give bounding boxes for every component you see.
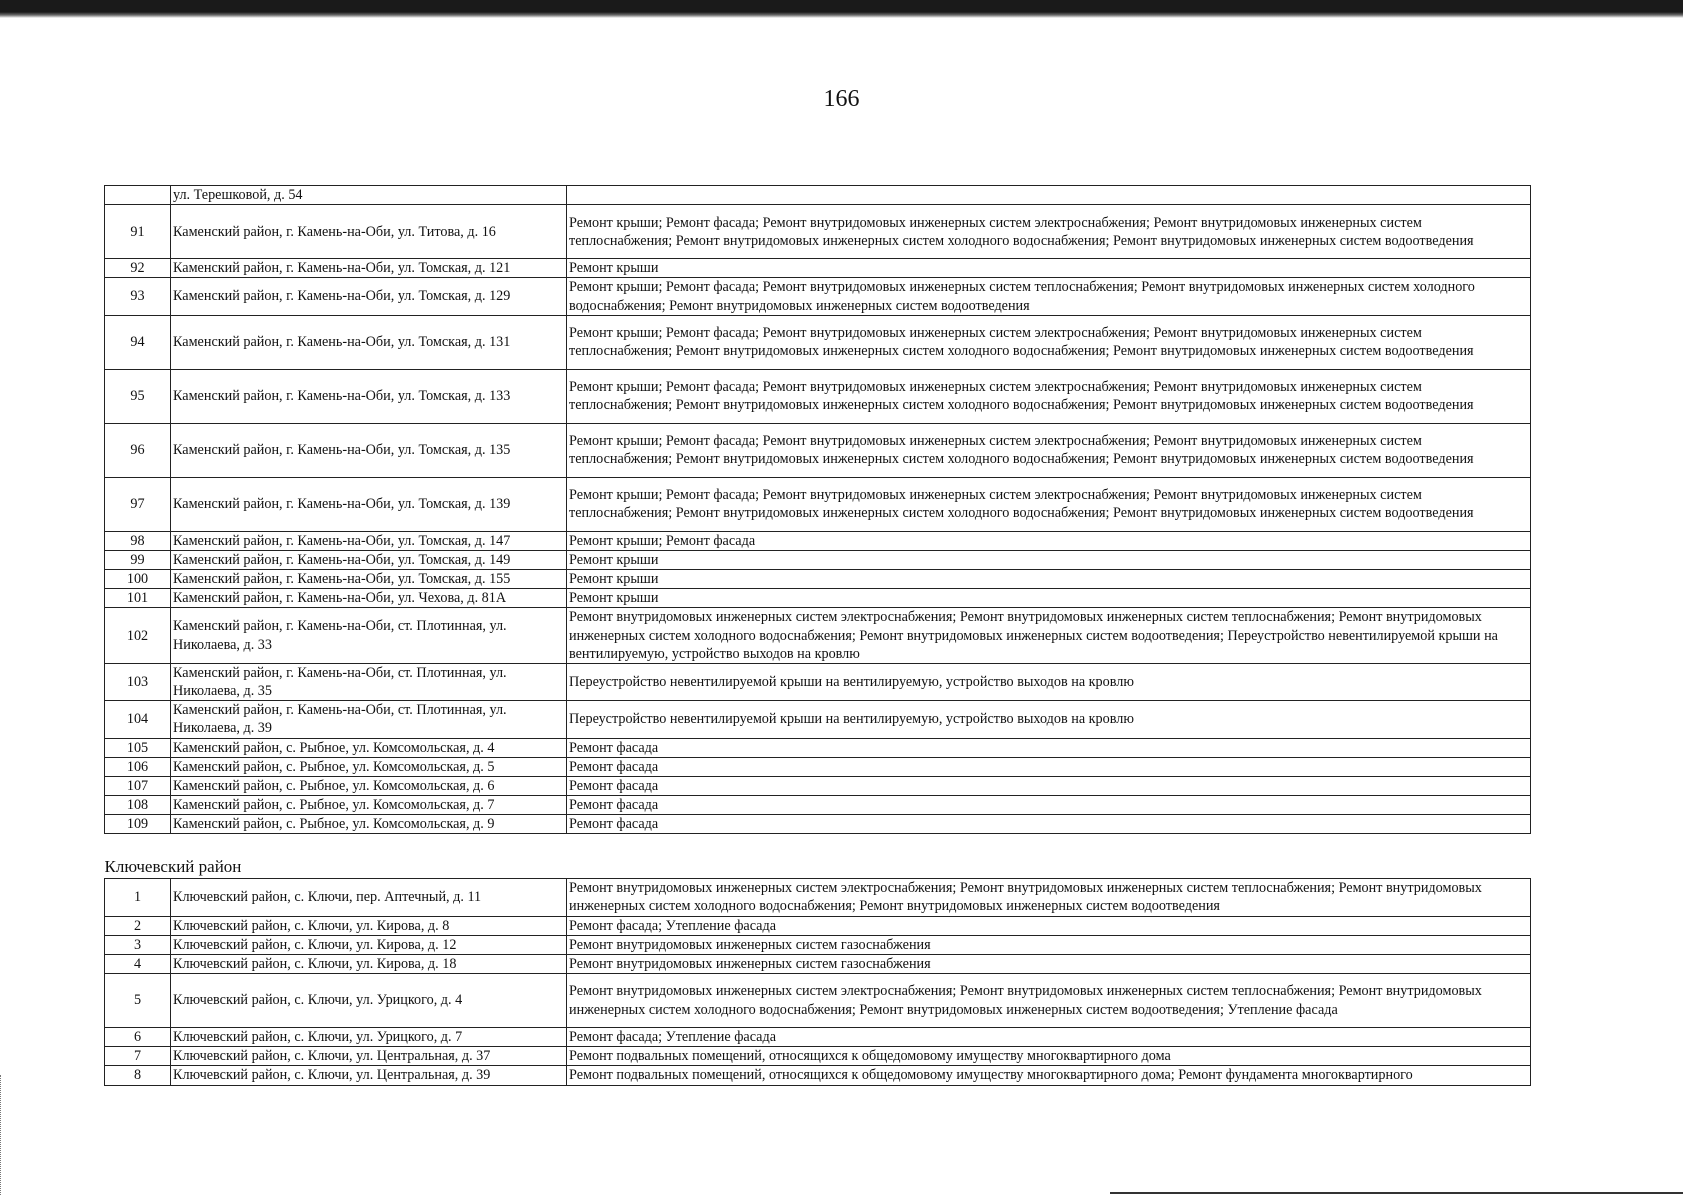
table-row: [105, 879, 1531, 916]
table-row: [105, 315, 1531, 369]
row-number: 7: [105, 1047, 171, 1066]
table-row: [105, 954, 1531, 973]
row-number: 93: [105, 278, 171, 315]
page-number: 166: [823, 86, 860, 112]
row-number: 2: [105, 916, 171, 935]
row-address: Каменский район, с. Рыбное, ул. Комсомольская, д. 5: [171, 757, 567, 776]
row-work: [567, 186, 1531, 205]
row-address: Ключевский район, с. Ключи, ул. Урицкого, д. 7: [171, 1028, 567, 1047]
row-number: 109: [105, 815, 171, 834]
table-row: [105, 815, 1531, 834]
scan-bottom-line: [1110, 1192, 1683, 1194]
table-row: [105, 531, 1531, 550]
table-row: [105, 477, 1531, 531]
table-row: [105, 796, 1531, 815]
row-address: Каменский район, г. Камень-на-Оби, ул. Томская, д. 135: [171, 423, 567, 477]
row-work: Ремонт крыши: [567, 550, 1531, 569]
table-row: [105, 608, 1531, 664]
table-row: [105, 935, 1531, 954]
row-work: Ремонт фасада: [567, 815, 1531, 834]
row-work: Ремонт фасада: [567, 757, 1531, 776]
row-number: 95: [105, 369, 171, 423]
row-number: 1: [105, 879, 171, 916]
table-row: [105, 570, 1531, 589]
table-row: [105, 1028, 1531, 1047]
district-title: Ключевский район: [105, 854, 1531, 878]
table-row: [105, 369, 1531, 423]
table-row: [105, 776, 1531, 795]
table-row: [105, 205, 1531, 259]
row-number: 94: [105, 315, 171, 369]
row-number: 105: [105, 738, 171, 757]
row-work: Ремонт подвальных помещений, относящихся к общедомовому имуществу многоквартирного дома: [567, 1047, 1531, 1066]
row-number: 92: [105, 259, 171, 278]
row-work: Переустройство невентилируемой крыши на вентилируемую, устройство выходов на кровлю: [567, 701, 1531, 738]
row-number: 101: [105, 589, 171, 608]
row-number: 100: [105, 570, 171, 589]
row-address: Ключевский район, с. Ключи, ул. Центральная, д. 39: [171, 1066, 567, 1085]
row-work: Ремонт фасада: [567, 738, 1531, 757]
row-work: Ремонт внутридомовых инженерных систем газоснабжения: [567, 954, 1531, 973]
row-work: Ремонт крыши: [567, 570, 1531, 589]
table-row: [105, 186, 1531, 205]
table-row: [105, 974, 1531, 1028]
table-row: [105, 589, 1531, 608]
table-row: [105, 550, 1531, 569]
row-address: Ключевский район, с. Ключи, ул. Центральная, д. 37: [171, 1047, 567, 1066]
row-address: Ключевский район, с. Ключи, ул. Урицкого, д. 4: [171, 974, 567, 1028]
row-number: 97: [105, 477, 171, 531]
row-work: Ремонт фасада: [567, 796, 1531, 815]
row-number: 91: [105, 205, 171, 259]
row-number: 8: [105, 1066, 171, 1085]
row-address: Каменский район, г. Камень-на-Оби, ул. Томская, д. 129: [171, 278, 567, 315]
table-row: [105, 259, 1531, 278]
table-row: [105, 278, 1531, 315]
row-address: Ключевский район, с. Ключи, пер. Аптечный, д. 11: [171, 879, 567, 916]
row-work: Ремонт крыши; Ремонт фасада; Ремонт внутридомовых инженерных систем теплоснабжения; Ремонт внутридомовых инженерных систем холодного водоснабжения; Ремонт внутридомовых инженерных систем водоотведения: [567, 278, 1531, 315]
row-number: 96: [105, 423, 171, 477]
row-number: 107: [105, 776, 171, 795]
row-number: 99: [105, 550, 171, 569]
row-address: Каменский район, г. Камень-на-Оби, ул. Томская, д. 147: [171, 531, 567, 550]
row-work: Ремонт крыши; Ремонт фасада; Ремонт внутридомовых инженерных систем электроснабжения; Ремонт внутридомовых инженерных систем теплоснабжения; Ремонт внутридомовых инженерных систем холодного водоснабжения; Ремонт внутридомовых инженерных систем водоотведения: [567, 423, 1531, 477]
row-number: 6: [105, 1028, 171, 1047]
row-work: Ремонт внутридомовых инженерных систем газоснабжения: [567, 935, 1531, 954]
row-work: Ремонт фасада: [567, 776, 1531, 795]
row-address: Каменский район, г. Камень-на-Оби, ст. Плотинная, ул. Николаева, д. 35: [171, 663, 567, 700]
district-section-header: [105, 854, 1531, 878]
row-address: Каменский район, г. Камень-на-Оби, ул. Томская, д. 133: [171, 369, 567, 423]
row-work: Ремонт внутридомовых инженерных систем электроснабжения; Ремонт внутридомовых инженерных систем теплоснабжения; Ремонт внутридомовых инженерных систем холодного водоснабжения; Ремонт внутридомовых инженерных систем водоотведения; Утепление фасада: [567, 974, 1531, 1028]
table-row: [105, 423, 1531, 477]
row-number: 4: [105, 954, 171, 973]
row-address: Каменский район, г. Камень-на-Оби, ст. Плотинная, ул. Николаева, д. 39: [171, 701, 567, 738]
row-number: 5: [105, 974, 171, 1028]
table-row: [105, 701, 1531, 738]
row-address: Ключевский район, с. Ключи, ул. Кирова, д. 8: [171, 916, 567, 935]
row-address: ул. Терешковой, д. 54: [171, 186, 567, 205]
row-address: Ключевский район, с. Ключи, ул. Кирова, д. 18: [171, 954, 567, 973]
row-work: Ремонт внутридомовых инженерных систем электроснабжения; Ремонт внутридомовых инженерных систем теплоснабжения; Ремонт внутридомовых инженерных систем холодного водоснабжения; Ремонт внутридомовых инженерных систем водоотведения; Переустройство невентилируемой крыши на вентилируемую, устройство выходов на кровлю: [567, 608, 1531, 664]
row-number: 98: [105, 531, 171, 550]
row-work: Ремонт фасада; Утепление фасада: [567, 1028, 1531, 1047]
row-work: Ремонт крыши; Ремонт фасада; Ремонт внутридомовых инженерных систем электроснабжения; Ремонт внутридомовых инженерных систем теплоснабжения; Ремонт внутридомовых инженерных систем холодного водоснабжения; Ремонт внутридомовых инженерных систем водоотведения: [567, 205, 1531, 259]
row-address: Каменский район, г. Камень-на-Оби, ул. Томская, д. 149: [171, 550, 567, 569]
scan-top-border: [0, 0, 1683, 18]
row-work: Ремонт крыши; Ремонт фасада; Ремонт внутридомовых инженерных систем электроснабжения; Ремонт внутридомовых инженерных систем теплоснабжения; Ремонт внутридомовых инженерных систем холодного водоснабжения; Ремонт внутридомовых инженерных систем водоотведения: [567, 477, 1531, 531]
row-address: Каменский район, г. Камень-на-Оби, ул. Чехова, д. 81А: [171, 589, 567, 608]
table-row: [105, 757, 1531, 776]
row-address: Каменский район, г. Камень-на-Оби, ул. Титова, д. 16: [171, 205, 567, 259]
row-work: Ремонт крыши; Ремонт фасада: [567, 531, 1531, 550]
row-address: Каменский район, г. Камень-на-Оби, ул. Томская, д. 139: [171, 477, 567, 531]
row-address: Ключевский район, с. Ключи, ул. Кирова, д. 12: [171, 935, 567, 954]
row-number: 102: [105, 608, 171, 664]
row-address: Каменский район, с. Рыбное, ул. Комсомольская, д. 6: [171, 776, 567, 795]
row-address: Каменский район, г. Камень-на-Оби, ул. Томская, д. 131: [171, 315, 567, 369]
row-address: Каменский район, с. Рыбное, ул. Комсомольская, д. 7: [171, 796, 567, 815]
scan-left-artifact: [0, 1075, 3, 1195]
row-address: Каменский район, с. Рыбное, ул. Комсомольская, д. 4: [171, 738, 567, 757]
repair-program-table: [104, 185, 1531, 1086]
row-work: Переустройство невентилируемой крыши на вентилируемую, устройство выходов на кровлю: [567, 663, 1531, 700]
row-number: 106: [105, 757, 171, 776]
row-number: 103: [105, 663, 171, 700]
row-work: Ремонт внутридомовых инженерных систем электроснабжения; Ремонт внутридомовых инженерных систем теплоснабжения; Ремонт внутридомовых инженерных систем холодного водоснабжения; Ремонт внутридомовых инженерных систем водоотведения: [567, 879, 1531, 916]
row-work: Ремонт крыши: [567, 589, 1531, 608]
row-work: Ремонт подвальных помещений, относящихся к общедомовому имуществу многоквартирного дома; Ремонт фундамента многоквартирного: [567, 1066, 1531, 1085]
row-address: Каменский район, г. Камень-на-Оби, ст. Плотинная, ул. Николаева, д. 33: [171, 608, 567, 664]
row-work: Ремонт крыши: [567, 259, 1531, 278]
table-row: [105, 663, 1531, 700]
row-number: [105, 186, 171, 205]
row-address: Каменский район, г. Камень-на-Оби, ул. Томская, д. 121: [171, 259, 567, 278]
row-number: 104: [105, 701, 171, 738]
row-work: Ремонт крыши; Ремонт фасада; Ремонт внутридомовых инженерных систем электроснабжения; Ремонт внутридомовых инженерных систем теплоснабжения; Ремонт внутридомовых инженерных систем холодного водоснабжения; Ремонт внутридомовых инженерных систем водоотведения: [567, 369, 1531, 423]
row-work: Ремонт крыши; Ремонт фасада; Ремонт внутридомовых инженерных систем электроснабжения; Ремонт внутридомовых инженерных систем теплоснабжения; Ремонт внутридомовых инженерных систем холодного водоснабжения; Ремонт внутридомовых инженерных систем водоотведения: [567, 315, 1531, 369]
table-row: [105, 916, 1531, 935]
section-gap: [105, 834, 1531, 855]
row-number: 108: [105, 796, 171, 815]
table-row: [105, 1066, 1531, 1085]
row-number: 3: [105, 935, 171, 954]
row-address: Каменский район, г. Камень-на-Оби, ул. Томская, д. 155: [171, 570, 567, 589]
row-address: Каменский район, с. Рыбное, ул. Комсомольская, д. 9: [171, 815, 567, 834]
row-work: Ремонт фасада; Утепление фасада: [567, 916, 1531, 935]
table-body: [105, 186, 1531, 1086]
table-row: [105, 1047, 1531, 1066]
table-row: [105, 738, 1531, 757]
